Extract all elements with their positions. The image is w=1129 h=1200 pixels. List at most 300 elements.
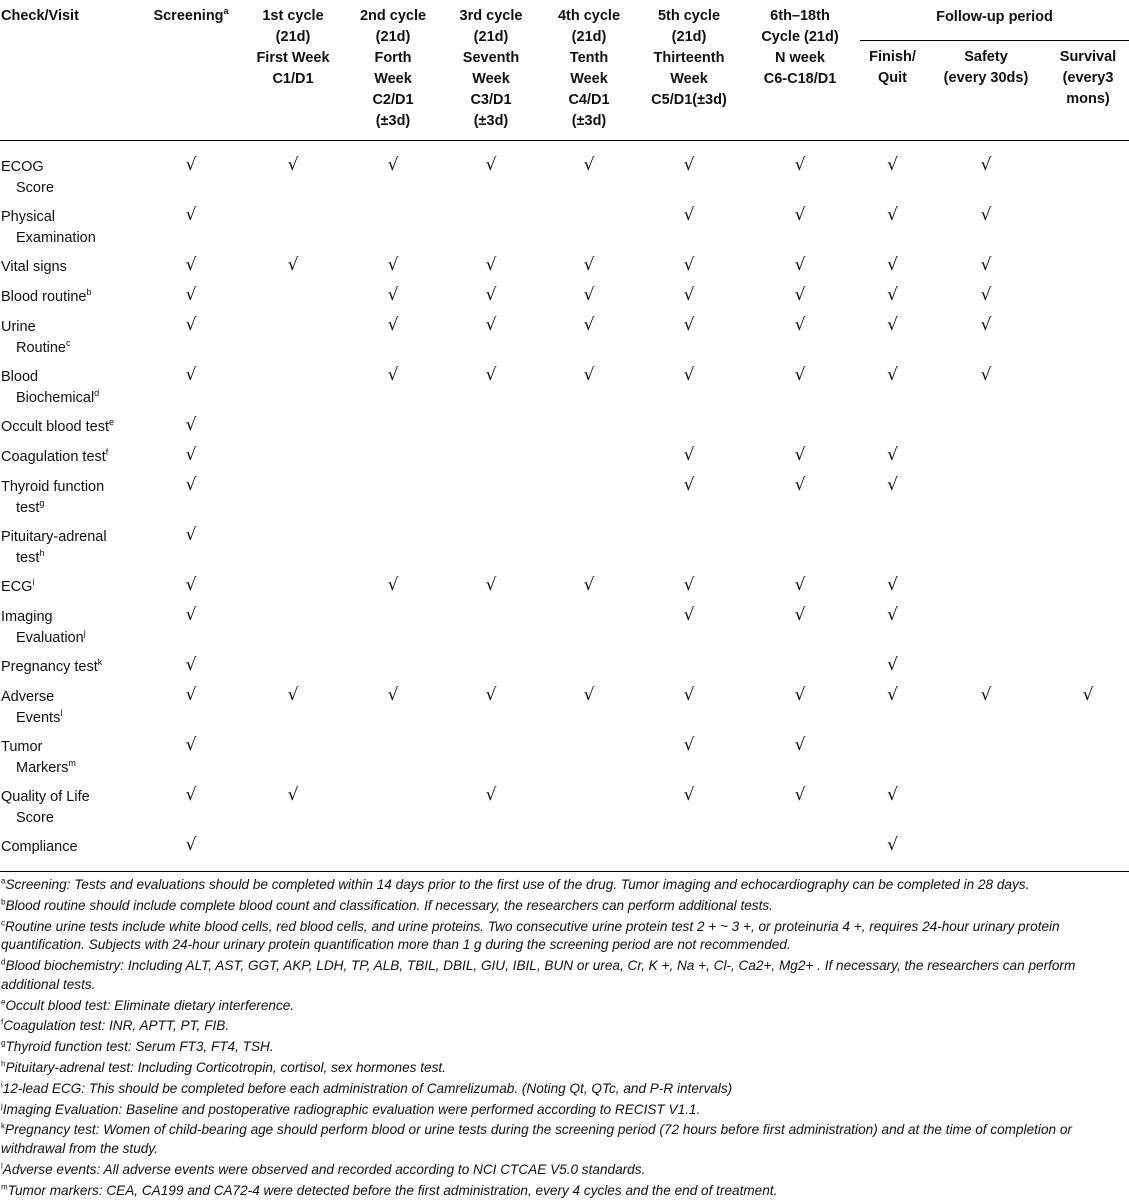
check-mark: √ bbox=[683, 734, 695, 755]
header-line: (every 30ds) bbox=[943, 69, 1029, 86]
empty-cell bbox=[344, 440, 442, 470]
check-mark: √ bbox=[794, 204, 806, 225]
check-mark: √ bbox=[583, 284, 595, 305]
row-label-line1: Blood bbox=[1, 368, 39, 385]
header-line: (±3d) bbox=[375, 113, 411, 129]
row-label-line1: Tumor bbox=[1, 738, 43, 755]
empty-cell bbox=[344, 730, 442, 780]
check-mark: √ bbox=[185, 444, 197, 465]
header-line: Quit bbox=[878, 69, 907, 86]
check-mark: √ bbox=[887, 444, 898, 465]
empty-cell bbox=[442, 830, 540, 860]
check-mark: √ bbox=[794, 284, 806, 305]
check-mark: √ bbox=[583, 684, 595, 705]
check-mark: √ bbox=[887, 154, 898, 175]
empty-cell bbox=[540, 600, 638, 650]
empty-cell bbox=[242, 410, 344, 440]
table-row bbox=[0, 680, 1129, 730]
check-mark: √ bbox=[887, 254, 898, 275]
row-label bbox=[0, 730, 140, 780]
table-row bbox=[0, 280, 1129, 310]
empty-cell bbox=[1047, 570, 1129, 600]
row-label-line1: Blood routine bbox=[1, 288, 87, 305]
header-line: Forth bbox=[374, 50, 412, 66]
footnote-marker: m bbox=[68, 757, 76, 768]
empty-cell bbox=[442, 650, 540, 680]
check-mark: √ bbox=[185, 524, 197, 545]
row-label bbox=[0, 200, 140, 250]
footnote: $^j$Imaging Evaluation: Baseline and postoperative radiographic evaluation were performed according to RECIST V1.1. bbox=[1, 1101, 701, 1117]
empty-cell bbox=[1047, 730, 1129, 780]
empty-cell bbox=[540, 470, 638, 520]
header-line: Week bbox=[374, 71, 412, 87]
table-row bbox=[0, 600, 1129, 650]
row-label-line2: Routine$^c$ bbox=[16, 337, 71, 356]
check-mark: √ bbox=[887, 474, 898, 495]
empty-cell bbox=[740, 520, 860, 570]
check-mark: √ bbox=[387, 284, 399, 305]
row-label bbox=[0, 440, 140, 470]
empty-cell bbox=[1047, 600, 1129, 650]
row-label bbox=[0, 570, 140, 600]
check-mark: √ bbox=[887, 574, 898, 595]
row-label-line1: ECG bbox=[1, 578, 33, 595]
table-body bbox=[0, 141, 1129, 872]
check-mark: √ bbox=[185, 784, 197, 805]
check-mark: √ bbox=[185, 684, 197, 705]
header-cycle-5 bbox=[638, 0, 740, 140]
row-label-line1: ECOG bbox=[1, 158, 44, 175]
header-line: Seventh bbox=[462, 50, 520, 66]
empty-cell bbox=[242, 730, 344, 780]
header-check-visit: Check/Visit bbox=[1, 8, 79, 24]
header-line: 1st cycle bbox=[262, 8, 324, 24]
check-mark: √ bbox=[887, 654, 898, 675]
header-line: (±3d) bbox=[473, 113, 509, 129]
empty-cell bbox=[1047, 360, 1129, 410]
table-row bbox=[0, 570, 1129, 600]
row-label-line1: Quality of Life bbox=[1, 788, 90, 805]
check-mark: √ bbox=[485, 154, 497, 175]
row-label-line2: Score bbox=[16, 179, 54, 196]
footnote-marker: k bbox=[97, 656, 103, 667]
check-mark: √ bbox=[794, 734, 806, 755]
check-mark: √ bbox=[794, 254, 806, 275]
check-mark: √ bbox=[980, 284, 992, 305]
check-mark: √ bbox=[287, 684, 299, 705]
check-mark: √ bbox=[794, 574, 806, 595]
header-line: Week bbox=[570, 71, 608, 87]
row-label bbox=[0, 650, 140, 680]
empty-cell bbox=[1047, 280, 1129, 310]
table-row bbox=[0, 250, 1129, 280]
header-line: C2/D1 bbox=[372, 92, 414, 108]
empty-cell bbox=[242, 650, 344, 680]
row-label-line1: Thyroid function bbox=[1, 478, 105, 495]
check-mark: √ bbox=[387, 314, 399, 335]
check-mark: √ bbox=[583, 574, 595, 595]
footnote-marker: d bbox=[94, 387, 100, 398]
footnote-marker: i bbox=[32, 576, 35, 587]
footnote: $^c$Routine urine tests include white blood cells, red blood cells, and urine proteins. Two consecutive urine protein test 2 + ~ 3 +, or proteinuria 4 +, requires 24-hour urinary protein quantification. Subjects with 24-hour urinary protein quantification more than 1 g during the screening period are not recommended. bbox=[1, 918, 1060, 953]
check-mark: √ bbox=[583, 364, 595, 385]
empty-cell bbox=[442, 520, 540, 570]
footnote: $^e$Occult blood test: Eliminate dietary interference. bbox=[1, 997, 295, 1013]
table-row bbox=[0, 830, 1129, 860]
check-mark: √ bbox=[794, 604, 806, 625]
empty-cell bbox=[925, 600, 1047, 650]
empty-cell bbox=[1047, 520, 1129, 570]
empty-cell bbox=[242, 200, 344, 250]
empty-cell bbox=[242, 570, 344, 600]
check-mark: √ bbox=[794, 364, 806, 385]
header-line: (21d) bbox=[275, 29, 311, 45]
empty-cell bbox=[638, 520, 740, 570]
check-mark: √ bbox=[387, 364, 399, 385]
empty-cell bbox=[1047, 410, 1129, 440]
empty-cell bbox=[925, 410, 1047, 440]
row-label-line1: Vital signs bbox=[1, 258, 67, 275]
check-mark: √ bbox=[794, 314, 806, 335]
check-mark: √ bbox=[485, 314, 497, 335]
check-mark: √ bbox=[683, 364, 695, 385]
header-line: (21d) bbox=[571, 29, 607, 45]
empty-cell bbox=[344, 520, 442, 570]
table-header bbox=[0, 0, 1129, 141]
check-mark: √ bbox=[287, 154, 299, 175]
empty-cell bbox=[344, 200, 442, 250]
table-row bbox=[0, 360, 1129, 410]
check-mark: √ bbox=[887, 834, 898, 855]
check-mark: √ bbox=[794, 154, 806, 175]
empty-cell bbox=[442, 730, 540, 780]
header-line: (21d) bbox=[671, 29, 707, 45]
empty-cell bbox=[860, 520, 925, 570]
check-mark: √ bbox=[485, 684, 497, 705]
empty-cell bbox=[540, 440, 638, 470]
empty-cell bbox=[344, 470, 442, 520]
empty-cell bbox=[925, 780, 1047, 830]
check-mark: √ bbox=[683, 574, 695, 595]
footnote: $^d$Blood biochemistry: Including ALT, AST, GGT, AKP, LDH, TP, ALB, TBIL, DBIL, GIU, IBIL, BUN or urea, Cr, K +, Na +, Cl-, Ca2+, Mg2+ . If necessary, the researchers can perform additional tests. bbox=[1, 957, 1076, 992]
empty-cell bbox=[740, 650, 860, 680]
footnote: $^i$12-lead ECG: This should be completed before each administration of Camrelizumab. (Noting Qt, QTc, and P-R intervals) bbox=[1, 1080, 733, 1096]
header-line: Cycle (21d) bbox=[761, 29, 839, 45]
header-line: Finish/ bbox=[869, 48, 916, 65]
row-label bbox=[0, 680, 140, 730]
empty-cell bbox=[925, 830, 1047, 860]
header-line: (21d) bbox=[473, 29, 509, 45]
check-mark: √ bbox=[185, 314, 197, 335]
table-row bbox=[0, 780, 1129, 830]
empty-cell bbox=[442, 410, 540, 440]
empty-cell bbox=[1047, 150, 1129, 200]
footnote: $^k$Pregnancy test: Women of child-bearing age should perform blood or urine tests during the screening period (72 hours before first administration) and at the time of completion or withdrawal from the study. bbox=[1, 1121, 1072, 1157]
check-mark: √ bbox=[185, 834, 197, 855]
empty-cell bbox=[242, 360, 344, 410]
footnote: $^l$Adverse events: All adverse events were observed and recorded according to NCI CTCAE V5.0 standards. bbox=[1, 1161, 646, 1177]
header-line: C5/D1(±3d) bbox=[651, 92, 727, 108]
check-mark: √ bbox=[185, 654, 197, 675]
check-mark: √ bbox=[794, 784, 806, 805]
row-label bbox=[0, 410, 140, 440]
row-label-line1: Physical bbox=[1, 208, 55, 225]
check-mark: √ bbox=[1082, 684, 1094, 705]
check-mark: √ bbox=[583, 314, 595, 335]
header-line: 3rd cycle bbox=[459, 8, 523, 24]
check-mark: √ bbox=[387, 254, 399, 275]
check-mark: √ bbox=[887, 684, 898, 705]
empty-cell bbox=[638, 830, 740, 860]
header-cycle-3 bbox=[442, 0, 540, 140]
footnote-marker: c bbox=[65, 337, 71, 348]
empty-cell bbox=[925, 440, 1047, 470]
row-label-line2: test$^g$ bbox=[16, 497, 45, 516]
header-line: (±3d) bbox=[571, 113, 607, 129]
empty-cell bbox=[344, 780, 442, 830]
check-mark: √ bbox=[185, 604, 197, 625]
check-mark: √ bbox=[683, 444, 695, 465]
row-label bbox=[0, 520, 140, 570]
row-label-line2: Score bbox=[16, 809, 54, 826]
table-row bbox=[0, 440, 1129, 470]
row-label-line1: Urine bbox=[1, 318, 36, 335]
empty-cell bbox=[1047, 650, 1129, 680]
header-cycle-4 bbox=[540, 0, 638, 140]
empty-cell bbox=[242, 520, 344, 570]
check-mark: √ bbox=[287, 784, 299, 805]
header-cycle-2 bbox=[344, 0, 442, 140]
empty-cell bbox=[442, 600, 540, 650]
check-mark: √ bbox=[485, 284, 497, 305]
check-mark: √ bbox=[185, 414, 197, 435]
check-mark: √ bbox=[887, 314, 898, 335]
footnote: $^h$Pituitary-adrenal test: Including Corticotropin, cortisol, sex hormones test. bbox=[1, 1059, 446, 1075]
empty-cell bbox=[344, 410, 442, 440]
check-mark: √ bbox=[980, 254, 992, 275]
check-mark: √ bbox=[185, 284, 197, 305]
header-line: C3/D1 bbox=[470, 92, 512, 108]
header-line: N week bbox=[775, 50, 825, 66]
header-follow-up-period: Follow-up period bbox=[860, 0, 1129, 40]
row-label bbox=[0, 360, 140, 410]
empty-cell bbox=[242, 600, 344, 650]
empty-cell bbox=[242, 440, 344, 470]
footnote-marker: h bbox=[39, 547, 45, 558]
check-mark: √ bbox=[887, 784, 898, 805]
check-mark: √ bbox=[980, 364, 992, 385]
row-label-line1: Occult blood test bbox=[1, 418, 109, 435]
check-mark: √ bbox=[794, 474, 806, 495]
table-row bbox=[0, 150, 1129, 200]
check-mark: √ bbox=[583, 154, 595, 175]
row-label-line2: Examination bbox=[16, 229, 96, 246]
footnote-marker: f bbox=[105, 446, 109, 457]
footnotes bbox=[0, 872, 1129, 1200]
check-mark: √ bbox=[185, 154, 197, 175]
table-row bbox=[0, 200, 1129, 250]
footnote: $^b$Blood routine should include complete blood count and classification. If necessary, the researchers can perform additional tests. bbox=[1, 897, 773, 913]
check-mark: √ bbox=[980, 314, 992, 335]
empty-cell bbox=[1047, 830, 1129, 860]
row-label bbox=[0, 830, 140, 860]
check-mark: √ bbox=[583, 254, 595, 275]
header-line: C6-C18/D1 bbox=[763, 71, 837, 87]
check-mark: √ bbox=[887, 604, 898, 625]
empty-cell bbox=[540, 730, 638, 780]
empty-cell bbox=[1047, 470, 1129, 520]
table-row bbox=[0, 730, 1129, 780]
empty-cell bbox=[540, 410, 638, 440]
row-label-line1: Compliance bbox=[1, 838, 78, 855]
check-mark: √ bbox=[683, 474, 695, 495]
empty-cell bbox=[1047, 780, 1129, 830]
check-mark: √ bbox=[485, 254, 497, 275]
check-mark: √ bbox=[387, 154, 399, 175]
empty-cell bbox=[860, 410, 925, 440]
empty-cell bbox=[442, 440, 540, 470]
table-row bbox=[0, 410, 1129, 440]
row-label-line2: Evaluation$^j$ bbox=[16, 627, 86, 646]
header-line: mons) bbox=[1066, 90, 1110, 107]
table-row bbox=[0, 310, 1129, 360]
empty-cell bbox=[442, 470, 540, 520]
footnote-marker: j bbox=[83, 627, 86, 638]
row-label-line1: Adverse bbox=[1, 688, 55, 705]
header-line: (21d) bbox=[375, 29, 411, 45]
empty-cell bbox=[540, 780, 638, 830]
header-cycle-6-18 bbox=[740, 0, 860, 140]
empty-cell bbox=[344, 830, 442, 860]
empty-cell bbox=[638, 650, 740, 680]
check-mark: √ bbox=[185, 734, 197, 755]
empty-cell bbox=[540, 200, 638, 250]
header-line: 6th–18th bbox=[770, 8, 830, 24]
row-label-line2: Biochemical$^d$ bbox=[16, 387, 100, 406]
check-mark: √ bbox=[887, 284, 898, 305]
header-cycle-1 bbox=[242, 0, 344, 140]
check-mark: √ bbox=[683, 154, 695, 175]
empty-cell bbox=[925, 650, 1047, 680]
row-label-line2: Events$^l$ bbox=[16, 707, 63, 726]
check-mark: √ bbox=[185, 474, 197, 495]
footnote: $^m$Tumor markers: CEA, CA199 and CA72-4 were detected before the first administration, every 4 cycles and the end of treatment. bbox=[1, 1182, 778, 1198]
check-mark: √ bbox=[794, 444, 806, 465]
check-mark: √ bbox=[794, 684, 806, 705]
empty-cell bbox=[540, 830, 638, 860]
row-label-line2: Markers$^m$ bbox=[16, 757, 76, 776]
empty-cell bbox=[925, 520, 1047, 570]
empty-cell bbox=[860, 730, 925, 780]
check-mark: √ bbox=[185, 254, 197, 275]
check-mark: √ bbox=[485, 574, 497, 595]
header-line: (every3 bbox=[1062, 69, 1114, 86]
footnote-marker: l bbox=[60, 707, 63, 718]
footnote: $^g$Thyroid function test: Serum FT3, FT4, TSH. bbox=[1, 1038, 274, 1055]
footnote-marker: e bbox=[109, 416, 115, 427]
empty-cell bbox=[1047, 440, 1129, 470]
row-label-line1: Coagulation test bbox=[1, 448, 106, 465]
header-line: 4th cycle bbox=[557, 8, 621, 24]
table-row bbox=[0, 650, 1129, 680]
check-mark: √ bbox=[683, 604, 695, 625]
header-line: Survival bbox=[1059, 48, 1117, 65]
header-line: C4/D1 bbox=[568, 92, 610, 108]
header-finish-quit bbox=[860, 40, 925, 140]
check-mark: √ bbox=[185, 364, 197, 385]
empty-cell bbox=[540, 520, 638, 570]
row-label bbox=[0, 780, 140, 830]
empty-cell bbox=[740, 830, 860, 860]
row-label-line2: test$^h$ bbox=[16, 547, 45, 566]
row-label bbox=[0, 600, 140, 650]
empty-cell bbox=[925, 570, 1047, 600]
check-mark: √ bbox=[485, 784, 497, 805]
row-label-line1: Pregnancy test bbox=[1, 658, 98, 675]
empty-cell bbox=[1047, 310, 1129, 360]
check-mark: √ bbox=[683, 204, 695, 225]
row-label-line1: Imaging bbox=[1, 608, 53, 625]
check-mark: √ bbox=[887, 204, 898, 225]
check-mark: √ bbox=[683, 284, 695, 305]
empty-cell bbox=[638, 410, 740, 440]
empty-cell bbox=[442, 200, 540, 250]
empty-cell bbox=[344, 600, 442, 650]
header-line: First Week bbox=[256, 50, 330, 66]
empty-cell bbox=[242, 310, 344, 360]
header-line: C1/D1 bbox=[272, 71, 314, 87]
row-label bbox=[0, 250, 140, 280]
table-row bbox=[0, 470, 1129, 520]
check-mark: √ bbox=[683, 254, 695, 275]
row-label bbox=[0, 280, 140, 310]
check-mark: √ bbox=[287, 254, 299, 275]
empty-cell bbox=[344, 650, 442, 680]
header-line: 2nd cycle bbox=[359, 8, 427, 24]
check-mark: √ bbox=[387, 574, 399, 595]
empty-cell bbox=[1047, 250, 1129, 280]
footnote: $^f$Coagulation test: INR, APTT, PT, FIB. bbox=[1, 1017, 230, 1034]
empty-cell bbox=[242, 830, 344, 860]
empty-cell bbox=[925, 470, 1047, 520]
check-mark: √ bbox=[683, 314, 695, 335]
empty-cell bbox=[242, 280, 344, 310]
empty-cell bbox=[925, 730, 1047, 780]
empty-cell bbox=[242, 470, 344, 520]
check-mark: √ bbox=[485, 364, 497, 385]
header-safety bbox=[925, 40, 1047, 140]
check-mark: √ bbox=[185, 574, 197, 595]
header-screening: Screening$^a$ bbox=[153, 6, 229, 24]
header-survival bbox=[1047, 40, 1129, 140]
empty-cell bbox=[540, 650, 638, 680]
check-mark: √ bbox=[980, 204, 992, 225]
row-label bbox=[0, 470, 140, 520]
header-line: 5th cycle bbox=[657, 8, 721, 24]
header-line: Safety bbox=[964, 48, 1008, 65]
row-label bbox=[0, 310, 140, 360]
header-line: Week bbox=[472, 71, 510, 87]
table-row bbox=[0, 520, 1129, 570]
footnote-marker: b bbox=[86, 286, 92, 297]
empty-cell bbox=[740, 410, 860, 440]
empty-cell bbox=[1047, 200, 1129, 250]
check-mark: √ bbox=[980, 684, 992, 705]
check-mark: √ bbox=[683, 784, 695, 805]
header-line: Tenth bbox=[569, 50, 609, 66]
check-mark: √ bbox=[185, 204, 197, 225]
check-mark: √ bbox=[887, 364, 898, 385]
